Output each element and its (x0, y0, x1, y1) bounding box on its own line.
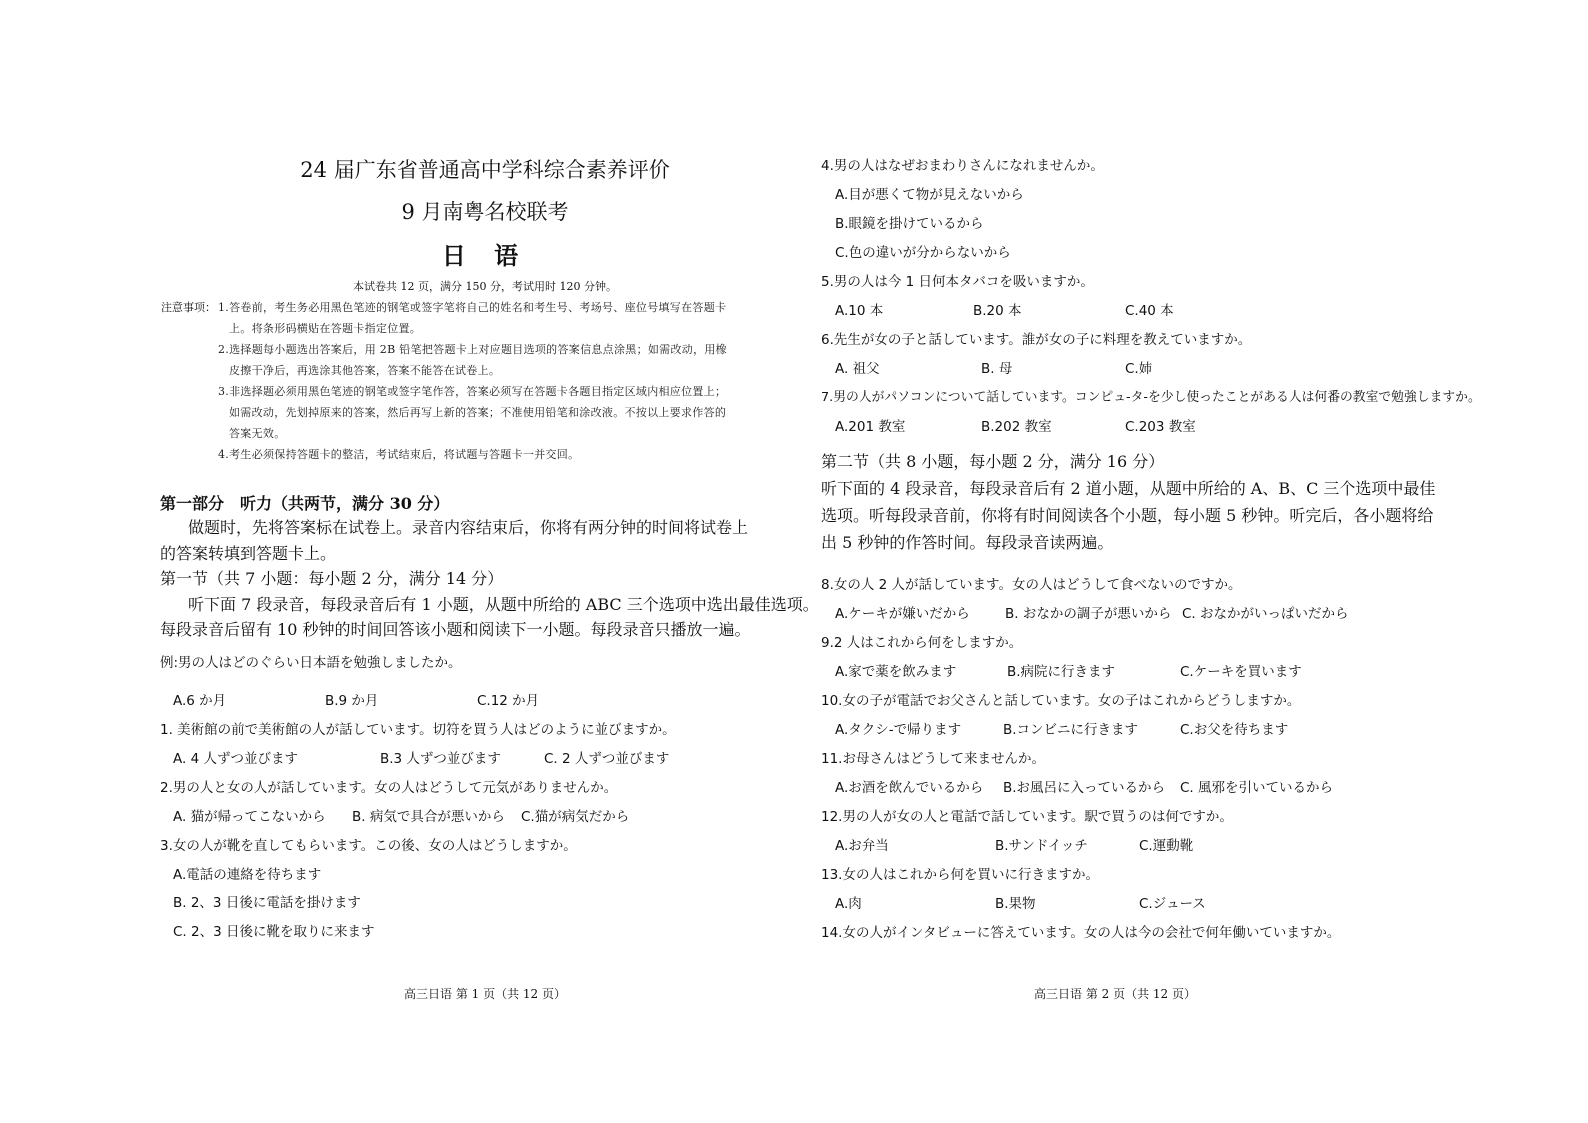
q11-option-c: C. 風邪を引いているから (1180, 780, 1334, 796)
q4-option-a: A.目が悪くて物が見えないから (835, 187, 1024, 203)
example-question: 例:男の人はどのぐらい日本語を勉強しましたか。 (160, 655, 462, 671)
example-option-c: C.12 か月 (477, 693, 540, 709)
q3-option-a: A.電話の連絡を待ちます (173, 867, 322, 883)
question-2: 2.男の人と女の人が話しています。女の人はどうして元気がありませんか。 (160, 780, 618, 796)
section1-title: 第一节（共 7 小题：每小题 2 分，满分 14 分） (160, 569, 504, 588)
question-13: 13.女の人はこれから何を買いに行きますか。 (821, 867, 1099, 883)
question-5: 5.男の人は今 1 日何本タバコを吸いますか。 (821, 274, 1094, 290)
q1-option-b: B.3 人ずつ並びます (380, 751, 501, 767)
q6-option-b: B. 母 (981, 361, 1013, 377)
q5-option-c: C.40 本 (1125, 303, 1174, 319)
section2-description: 出 5 秒钟的作答时间。每段录音读两遍。 (821, 533, 1114, 552)
q6-option-a: A. 祖父 (835, 361, 880, 377)
example-option-a: A.6 か月 (173, 693, 227, 709)
q7-option-a: A.201 教室 (835, 419, 906, 435)
page-footer-1: 高三日语 第 1 页（共 12 页） (404, 987, 566, 1001)
part1-description: 的答案转填到答题卡上。 (160, 544, 337, 563)
q11-option-a: A.お酒を飲んでいるから (835, 780, 984, 796)
q4-option-c: C.色の違いが分からないから (835, 245, 1011, 261)
question-6: 6.先生が女の子と話しています。誰が女の子に料理を教えていますか。 (821, 332, 1252, 348)
exam-intro: 本试卷共 12 页，满分 150 分，考试用时 120 分钟。 (353, 280, 617, 293)
q6-option-c: C.姉 (1125, 361, 1153, 377)
q4-option-b: B.眼鏡を掛けているから (835, 216, 984, 232)
q13-option-c: C.ジュース (1139, 896, 1206, 912)
note-line: 1.答卷前，考生务必用黑色笔迹的钢笔或签字笔将自己的姓名和考生号、考场号、座位号填写在答题卡 (218, 301, 727, 314)
question-10: 10.女の子が電話でお父さんと話しています。女の子はこれからどうしますか。 (821, 693, 1301, 709)
question-12: 12.男の人が女の人と電話で話しています。駅で買うのは何ですか。 (821, 809, 1233, 825)
notes-label: 注意事项： (161, 301, 216, 314)
q10-option-a: A.タクシ-で帰ります (835, 722, 962, 738)
example-option-b: B.9 か月 (325, 693, 379, 709)
part1-title: 第一部分 听力（共两节，满分 30 分） (160, 494, 450, 513)
question-4: 4.男の人はなぜおまわりさんになれませんか。 (821, 158, 1104, 174)
question-11: 11.お母さんはどうして来ませんか。 (821, 751, 1045, 767)
note-line: 如需改动，先划掉原来的答案，然后再写上新的答案；不准使用铅笔和涂改液。不按以上要求作答的 (229, 406, 727, 419)
subject-title: 日 语 (441, 242, 529, 270)
note-line: 4.考生必须保持答题卡的整洁，考试结束后，将试题与答题卡一并交回。 (218, 448, 580, 461)
note-line: 答案无效。 (229, 427, 286, 440)
q10-option-b: B.コンビニに行きます (1003, 722, 1139, 738)
q2-option-c: C.猫が病気だから (521, 809, 630, 825)
q12-option-c: C.運動靴 (1139, 838, 1194, 854)
section2-description: 听下面的 4 段录音，每段录音后有 2 道小题，从题中所给的 A、B、C 三个选项中最佳 (821, 479, 1436, 498)
q3-option-b: B. 2、3 日後に電話を掛けます (173, 895, 361, 911)
section2-description: 选项。听每段录音前，你将有时间阅读各个小题，每小题 5 秒钟。听完后，各小题将给 (821, 506, 1434, 525)
q12-option-a: A.お弁当 (835, 838, 889, 854)
q1-option-a: A. 4 人ずつ並びます (173, 751, 298, 767)
section2-title: 第二节（共 8 小题，每小题 2 分，满分 16 分） (821, 452, 1165, 471)
q9-option-a: A.家で薬を飲みます (835, 664, 957, 680)
q8-option-c: C. おなかがいっぱいだから (1182, 606, 1349, 622)
part1-description: 做题时，先将答案标在试卷上。录音内容结束后，你将有两分钟的时间将试卷上 (188, 518, 749, 537)
note-line: 上。将条形码横贴在答题卡指定位置。 (229, 322, 422, 335)
q12-option-b: B.サンドイッチ (995, 838, 1088, 854)
question-8: 8.女の人 2 人が話しています。女の人はどうして食べないのですか。 (821, 577, 1242, 593)
q2-option-b: B. 病気で具合が悪いから (352, 809, 505, 825)
q7-option-c: C.203 教室 (1125, 419, 1196, 435)
q11-option-b: B.お風呂に入っているから (1003, 780, 1166, 796)
page-footer-2: 高三日语 第 2 页（共 12 页） (1034, 987, 1196, 1001)
q13-option-b: B.果物 (995, 896, 1036, 912)
section1-description: 每段录音后留有 10 秒钟的时间回答该小题和阅读下一小题。每段录音只播放一遍。 (160, 620, 751, 639)
q9-option-b: B.病院に行きます (1007, 664, 1116, 680)
exam-title-line2: 9 月南粤名校联考 (401, 200, 569, 224)
q5-option-b: B.20 本 (973, 303, 1022, 319)
q10-option-c: C.お父を待ちます (1180, 722, 1289, 738)
question-7: 7.男の人がパソコンについて話しています。コンピュ-タ-を少し使ったことがある人は何番の教室で勉強しますか。 (821, 390, 1481, 405)
question-9: 9.2 人はこれから何をしますか。 (821, 635, 1023, 651)
note-line: 3.非选择题必须用黑色笔迹的钢笔或签字笔作答，答案必须写在答题卡各题目指定区域内相应位置上； (218, 385, 727, 398)
q8-option-a: A.ケーキが嫌いだから (835, 606, 970, 622)
q9-option-c: C.ケーキを買います (1180, 664, 1302, 680)
q3-option-c: C. 2、3 日後に靴を取りに来ます (173, 924, 375, 940)
q1-option-c: C. 2 人ずつ並びます (544, 751, 670, 767)
question-14: 14.女の人がインタビューに答えています。女の人は今の会社で何年働いていますか。 (821, 925, 1341, 941)
note-line: 皮擦干净后，再选涂其他答案，答案不能答在试卷上。 (229, 364, 501, 377)
note-line: 2.选择题每小题选出答案后，用 2B 铅笔把答题卡上对应题目选项的答案信息点涂黑；如需改动，用橡 (218, 343, 727, 356)
exam-title-line1: 24 届广东省普通高中学科综合素养评价 (300, 158, 670, 182)
question-1: 1. 美術館の前で美術館の人が話しています。切符を買う人はどのように並びますか。 (160, 722, 676, 738)
q2-option-a: A. 猫が帰ってこないから (173, 809, 326, 825)
q8-option-b: B. おなかの調子が悪いから (1005, 606, 1172, 622)
q5-option-a: A.10 本 (835, 303, 884, 319)
section1-description: 听下面 7 段录音，每段录音后有 1 小题，从题中所给的 ABC 三个选项中选出最佳选项。 (188, 595, 819, 614)
q7-option-b: B.202 教室 (981, 419, 1052, 435)
question-3: 3.女の人が靴を直してもらいます。この後、女の人はどうしますか。 (160, 838, 577, 854)
q13-option-a: A.肉 (835, 896, 862, 912)
